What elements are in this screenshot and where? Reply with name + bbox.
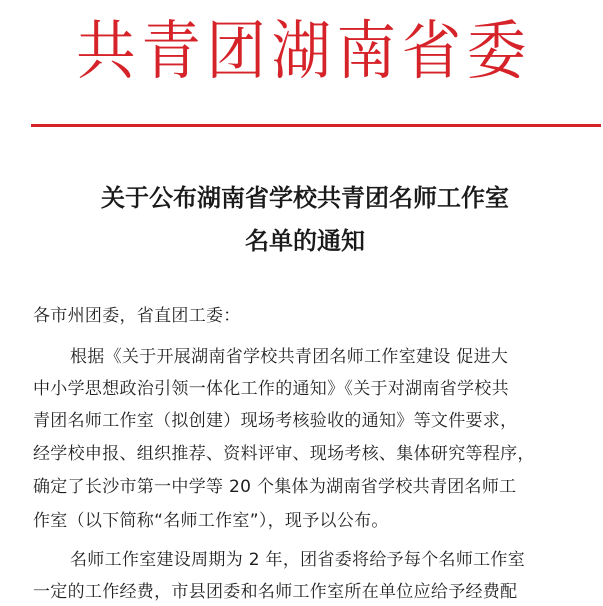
paragraph-1-line-6: 作室（以下简称“名师工作室”），现予以公布。 [33,511,389,531]
paragraph-1-line-4: 经学校申报、组织推荐、资料评审、现场考核、集体研究等程序， [33,444,535,464]
paragraph-1-line-2: 中小学思想政治引领一体化工作的通知》《关于对湖南省学校共 [33,379,509,399]
paragraph-1-line-3: 青团名师工作室（拟创建）现场考核验收的通知》等文件要求， [33,411,518,431]
masthead-title: 共青团湖南省委 [76,15,532,89]
paragraph-2-line-1: 名师工作室建设周期为 2 年，团省委将给予每个名师工作室 [70,550,526,570]
paragraph-1-line-5: 确定了长沙市第一中学等 20 个集体为湖南省学校共青团名师工 [33,477,517,497]
red-divider-line [31,124,601,127]
salutation: 各市州团委，省直团工委： [33,306,241,326]
paragraph-1-line-1: 根据《关于开展湖南省学校共青团名师工作室建设 促进大 [70,347,509,367]
document-title-line-1: 关于公布湖南省学校共青团名师工作室 [101,183,509,212]
paragraph-2-line-2: 一定的工作经费，市县团委和名师工作室所在单位应给予经费配 [33,582,518,602]
document-title-line-2: 名单的通知 [245,226,365,255]
